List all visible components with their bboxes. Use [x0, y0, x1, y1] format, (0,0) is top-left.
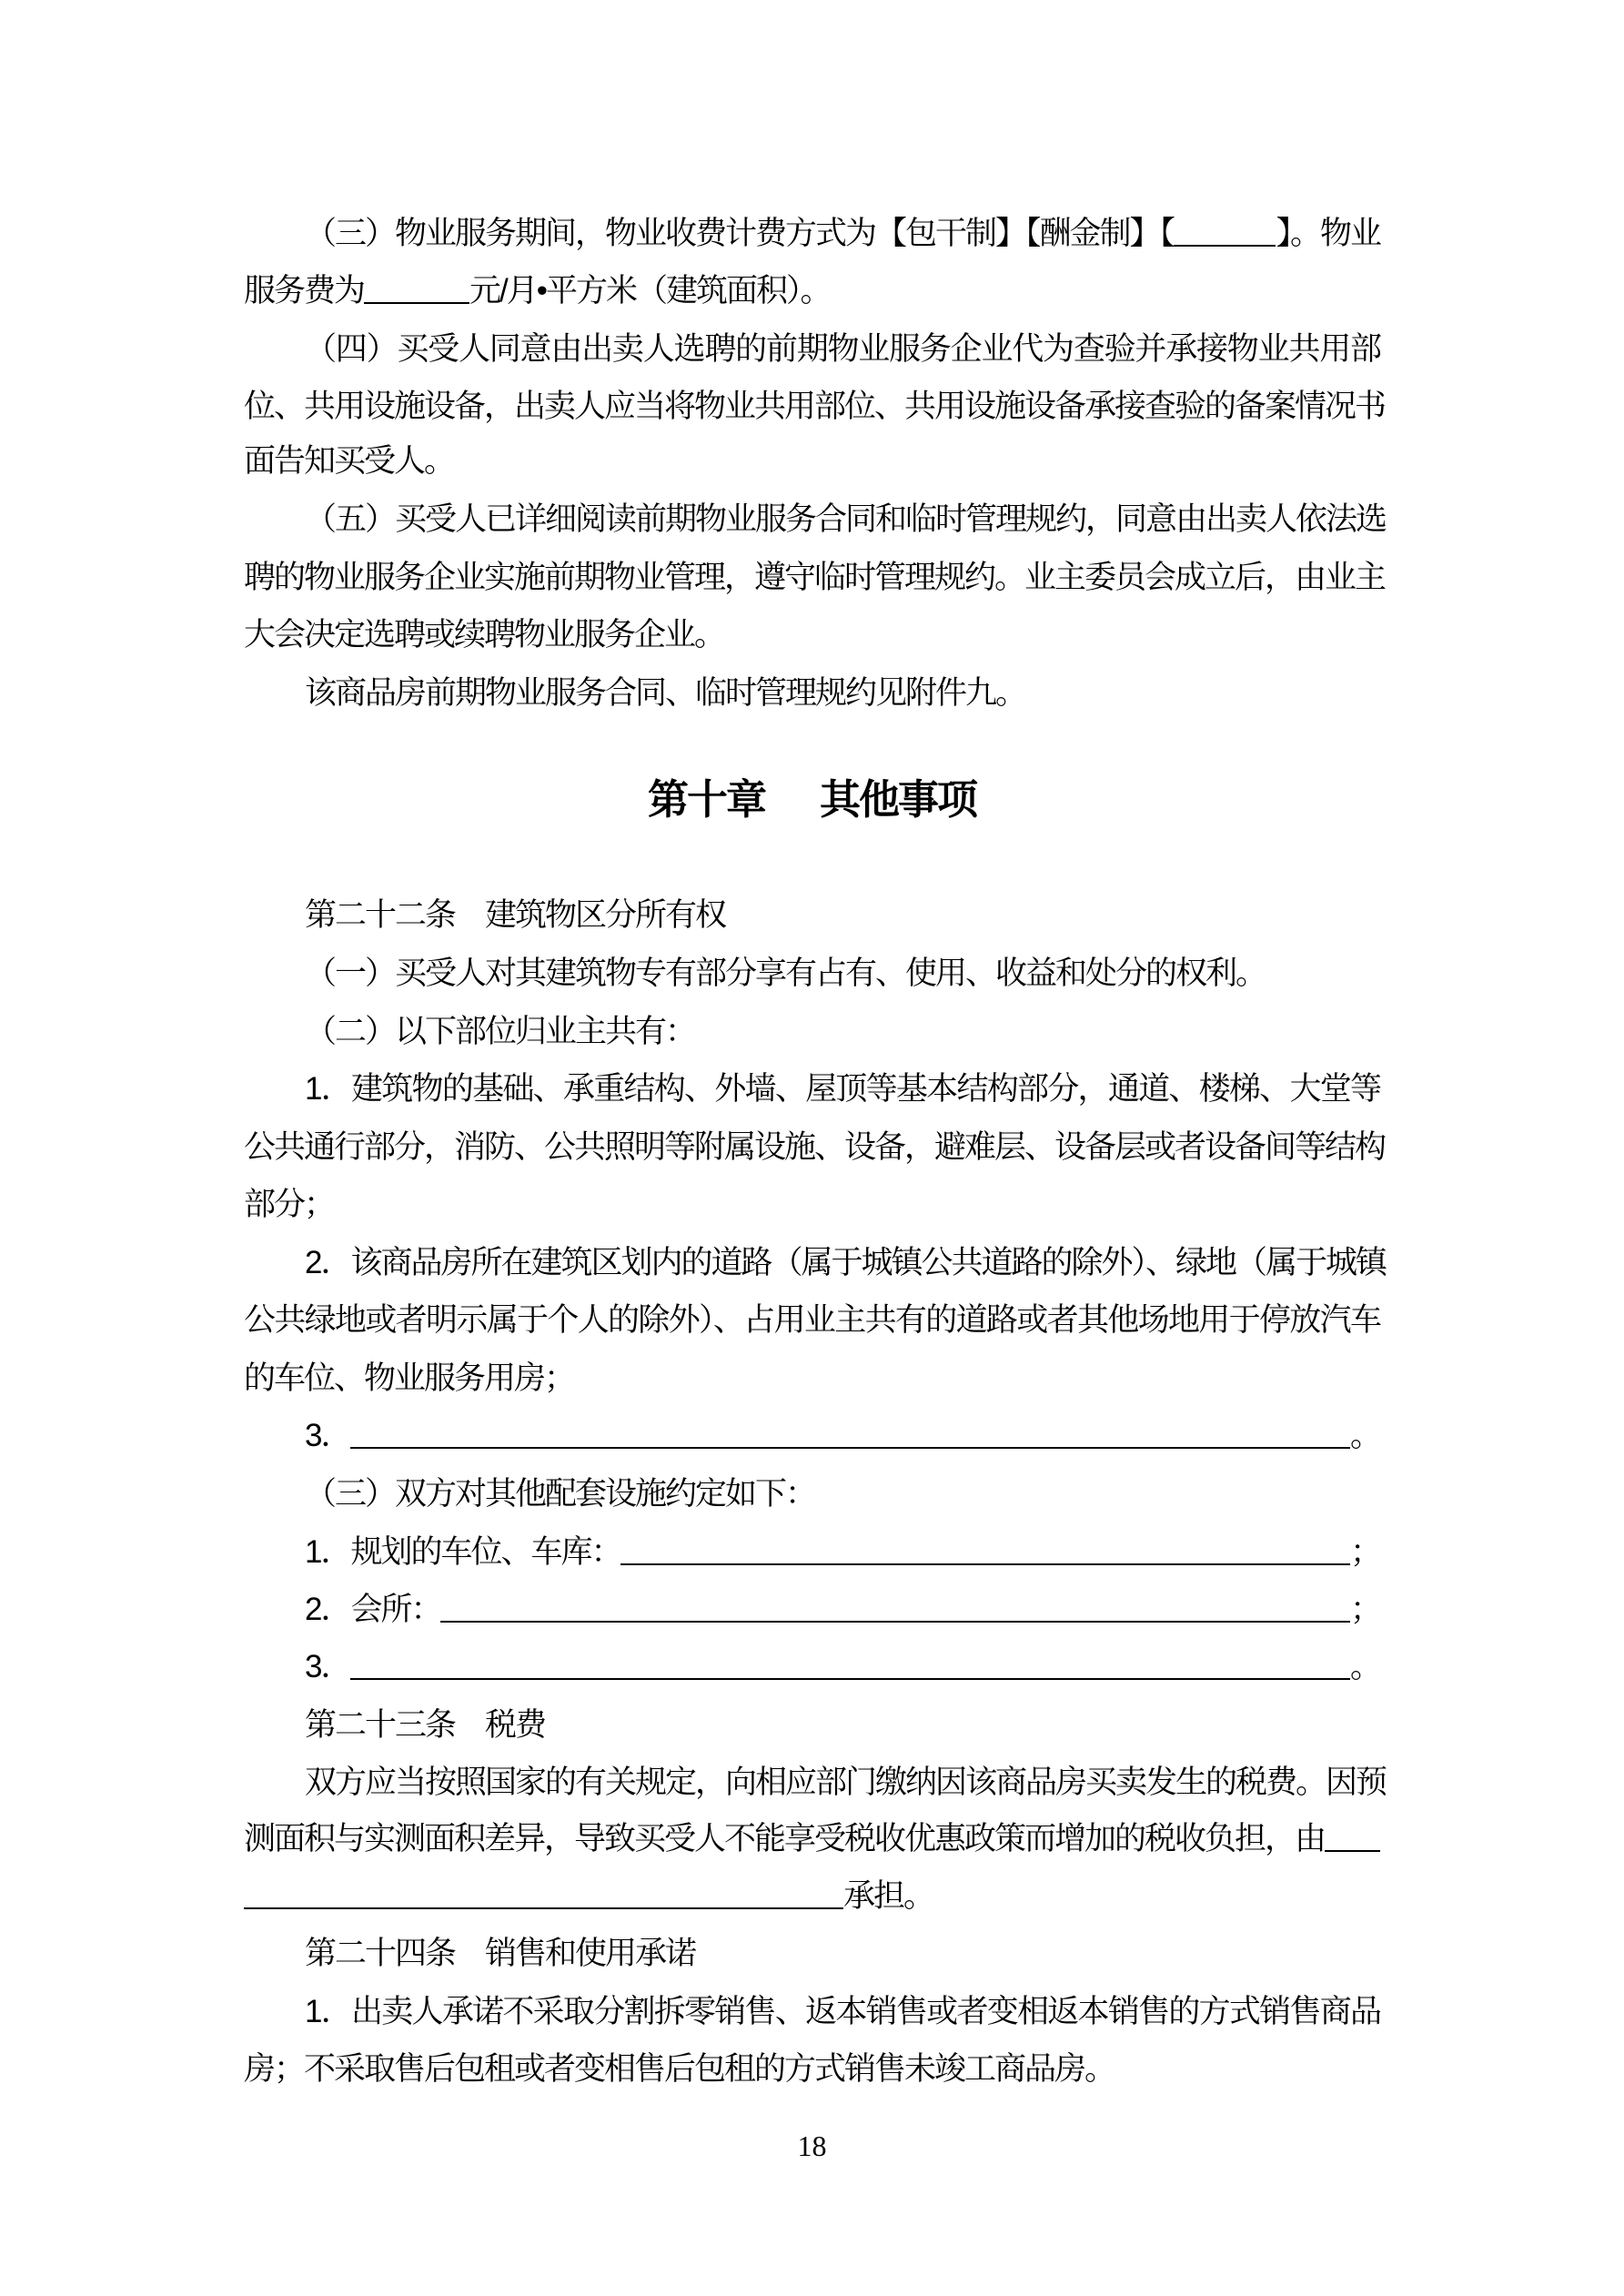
clause-3-line-2	[244, 270, 1380, 312]
article-22-item-3	[305, 1473, 1380, 1515]
article-23-line-3	[244, 1876, 1380, 1917]
article-23-line-2	[244, 1818, 1380, 1860]
fill-in-blank	[620, 1563, 1350, 1565]
clause-3-line-2-text-2: 元/月•平方米（建筑面积）。	[469, 273, 831, 308]
clause-5-line-2	[244, 557, 1386, 599]
article-22-item-3-sub-2-blank-text-0: 2．会所：	[305, 1592, 441, 1627]
article-22-item-2-sub-1-line-1-text-0: 1．建筑物的基础、承重结构、外墙、屋顶等基本结构部分，通道、楼梯、大堂等	[305, 1071, 1380, 1107]
article-22-title-text-0: 第二十二条 建筑物区分所有权	[305, 897, 726, 933]
clause-3-line-1-text-0: （三）物业服务期间，物业收费计费方式为【包干制】【酬金制】【	[305, 216, 1175, 251]
article-22-item-2-sub-2-line-3-text-0: 的车位、物业服务用房；	[244, 1360, 575, 1396]
article-22-item-2-sub-3-blank	[305, 1415, 1380, 1457]
article-23-line-2-text-0: 测面积与实测面积差异，导致买受人不能享受税收优惠政策而增加的税收负担，由	[244, 1821, 1326, 1856]
article-22-item-2-sub-1-line-3	[244, 1184, 1380, 1226]
attachment-note-line	[305, 673, 1380, 714]
article-22-item-3-sub-3-blank-text-0: 3．	[305, 1649, 351, 1684]
clause-4-line-3-text-0: 面告知买受人。	[244, 443, 455, 479]
fill-in-blank	[440, 1621, 1350, 1623]
article-22-item-2-sub-2-line-2	[244, 1300, 1380, 1341]
article-22-item-1-text-0: （一）买受人对其建筑物专有部分享有占有、使用、收益和处分的权利。	[305, 956, 1266, 991]
article-22-title	[305, 895, 1380, 936]
chapter-title: 其他事项	[820, 776, 977, 823]
article-22-item-2-sub-1-line-2-text-0: 公共通行部分，消防、公共照明等附属设施、设备，避难层、设备层或者设备间等结构	[244, 1129, 1386, 1165]
clause-4-line-2	[244, 386, 1386, 428]
article-23-line-1	[305, 1762, 1387, 1804]
article-22-item-2-sub-2-line-3	[244, 1358, 1380, 1400]
clause-5-line-3	[244, 614, 1380, 656]
article-22-item-2-sub-3-blank-text-0: 3．	[305, 1418, 351, 1453]
article-22-item-3-sub-3-blank-text-2: 。	[1349, 1649, 1380, 1684]
article-22-item-2-text-0: （二）以下部位归业主共有：	[305, 1014, 696, 1049]
article-22-item-3-sub-2-blank	[305, 1589, 1380, 1631]
clause-4-line-2-text-0: 位、共用设施设备，出卖人应当将物业共用部位、共用设施设备承接查验的备案情况书	[244, 389, 1386, 424]
article-22-item-2-sub-1-line-2	[244, 1127, 1386, 1168]
article-24-item-1-line-2-text-0: 房；不采取售后包租或者变相售后包租的方式销售未竣工商品房。	[244, 2051, 1115, 2087]
fill-in-blank	[350, 1447, 1350, 1449]
clause-4-line-1-text-0: （四）买受人同意由出卖人选聘的前期物业服务企业代为查验并承接物业共用部	[305, 331, 1380, 367]
article-24-title-text-0: 第二十四条 销售和使用承诺	[305, 1936, 696, 1971]
fill-in-blank	[1174, 245, 1276, 247]
article-24-item-1-line-1-text-0: 1．出卖人承诺不采取分割拆零销售、返本销售或者变相返本销售的方式销售商品	[305, 1994, 1380, 2029]
fill-in-blank	[350, 1678, 1350, 1680]
article-22-item-2-sub-3-blank-text-2: 。	[1349, 1418, 1380, 1453]
clause-3-line-2-text-0: 服务费为	[244, 273, 365, 308]
fill-in-blank	[364, 302, 469, 304]
article-24-item-1-line-2	[244, 2048, 1380, 2090]
fill-in-blank	[244, 1907, 843, 1909]
article-22-item-3-sub-1-blank-text-2: ；	[1349, 1534, 1380, 1570]
article-23-title	[305, 1704, 1380, 1746]
article-22-item-2-sub-2-line-1-text-0: 2．该商品房所在建筑区划内的道路（属于城镇公共道路的除外）、绿地（属于城镇	[305, 1245, 1386, 1280]
clause-5-line-1-text-0: （五）买受人已详细阅读前期物业服务合同和临时管理规约，同意由出卖人依法选	[305, 501, 1387, 537]
article-22-item-3-sub-2-blank-text-2: ；	[1349, 1592, 1380, 1627]
article-23-title-text-0: 第二十三条 税费	[305, 1707, 546, 1743]
page-number: 18	[797, 2129, 827, 2162]
article-22-item-1	[305, 953, 1380, 995]
article-22-item-2-sub-1-line-3-text-0: 部分；	[244, 1187, 335, 1222]
article-23-line-1-text-0: 双方应当按照国家的有关规定，向相应部门缴纳因该商品房买卖发生的税费。因预	[305, 1765, 1387, 1800]
article-24-title	[305, 1933, 1380, 1975]
article-22-item-3-sub-1-blank-text-0: 1．规划的车位、车库：	[305, 1534, 621, 1570]
attachment-note-line-text-0: 该商品房前期物业服务合同、临时管理规约见附件九。	[305, 675, 1026, 711]
article-22-item-3-sub-1-blank	[305, 1532, 1380, 1573]
clause-5-line-1	[305, 499, 1387, 541]
article-22-item-2-sub-2-line-1	[305, 1242, 1386, 1284]
clause-3-line-1	[305, 213, 1380, 255]
clause-5-line-2-text-0: 聘的物业服务企业实施前期物业管理，遵守临时管理规约。业主委员会成立后，由业主	[244, 560, 1386, 595]
article-22-item-2-sub-1-line-1	[305, 1068, 1380, 1110]
clause-3-line-1-text-2: 】。物业	[1276, 216, 1380, 251]
article-22-item-2	[305, 1011, 1380, 1053]
clause-4-line-1	[305, 329, 1380, 370]
article-23-line-3-text-1: 承担。	[843, 1878, 934, 1914]
article-22-item-2-sub-2-line-2-text-0: 公共绿地或者明示属于个人的除外）、占用业主共有的道路或者其他场地用于停放汽车	[244, 1302, 1380, 1338]
article-22-item-3-sub-3-blank	[305, 1646, 1380, 1688]
article-22-item-3-text-0: （三）双方对其他配套设施约定如下：	[305, 1476, 816, 1512]
fill-in-blank	[1325, 1850, 1380, 1852]
clause-4-line-3	[244, 440, 1380, 482]
chapter-heading	[244, 774, 1380, 826]
clause-5-line-3-text-0: 大会决定选聘或续聘物业服务企业。	[244, 617, 725, 652]
article-24-item-1-line-1	[305, 1991, 1380, 2033]
chapter-number: 第十章	[647, 776, 765, 823]
